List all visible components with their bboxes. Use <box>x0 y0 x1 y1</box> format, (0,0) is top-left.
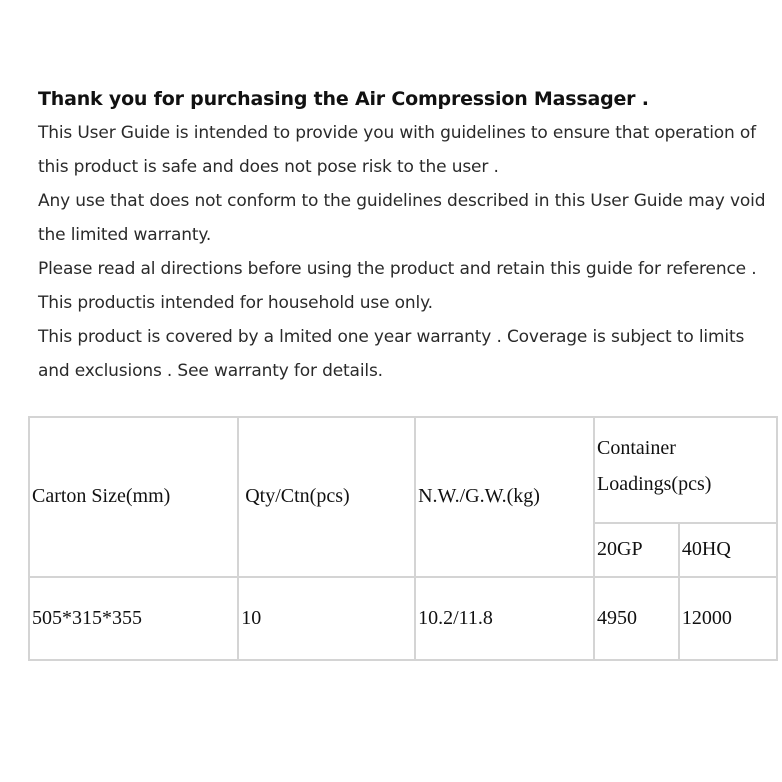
header-container-line2: Loadings(pcs) <box>597 472 712 495</box>
header-weight: N.W./G.W.(kg) <box>415 417 594 577</box>
header-20gp: 20GP <box>594 523 679 577</box>
intro-paragraph: This User Guide is intended to provide you with guidelines to ensure that operation of this product is safe and does not pose risk to the user . <box>38 123 757 177</box>
intro-paragraph: This product is covered by a lmited one year warranty . Coverage is subject to limits and exclusions . See warranty for details. <box>38 327 745 381</box>
intro-paragraph: Any use that does not conform to the guidelines described in this User Guide may void the limited warranty. <box>38 191 766 245</box>
table-row <box>29 577 777 660</box>
header-carton-size: Carton Size(mm) <box>29 417 238 577</box>
intro-paragraph: Please read al directions before using the product and retain this guide for reference . <box>38 259 757 279</box>
cell-20gp: 4950 <box>594 577 679 660</box>
header-container-loadings <box>594 417 777 523</box>
header-qty: Qty/Ctn(pcs) <box>238 417 415 577</box>
cell-40hq: 12000 <box>679 577 777 660</box>
intro-heading: Thank you for purchasing the Air Compression Massager . <box>38 88 649 110</box>
header-container-line1: Container <box>597 436 676 459</box>
cell-qty: 10 <box>238 577 415 660</box>
header-40hq: 40HQ <box>679 523 777 577</box>
user-guide-intro <box>38 82 768 388</box>
table-header-row <box>29 417 777 523</box>
cell-weight: 10.2/11.8 <box>415 577 594 660</box>
cell-carton-size: 505*315*355 <box>29 577 238 660</box>
packing-spec-table <box>28 416 778 661</box>
intro-paragraph: This productis intended for household use only. <box>38 293 433 313</box>
